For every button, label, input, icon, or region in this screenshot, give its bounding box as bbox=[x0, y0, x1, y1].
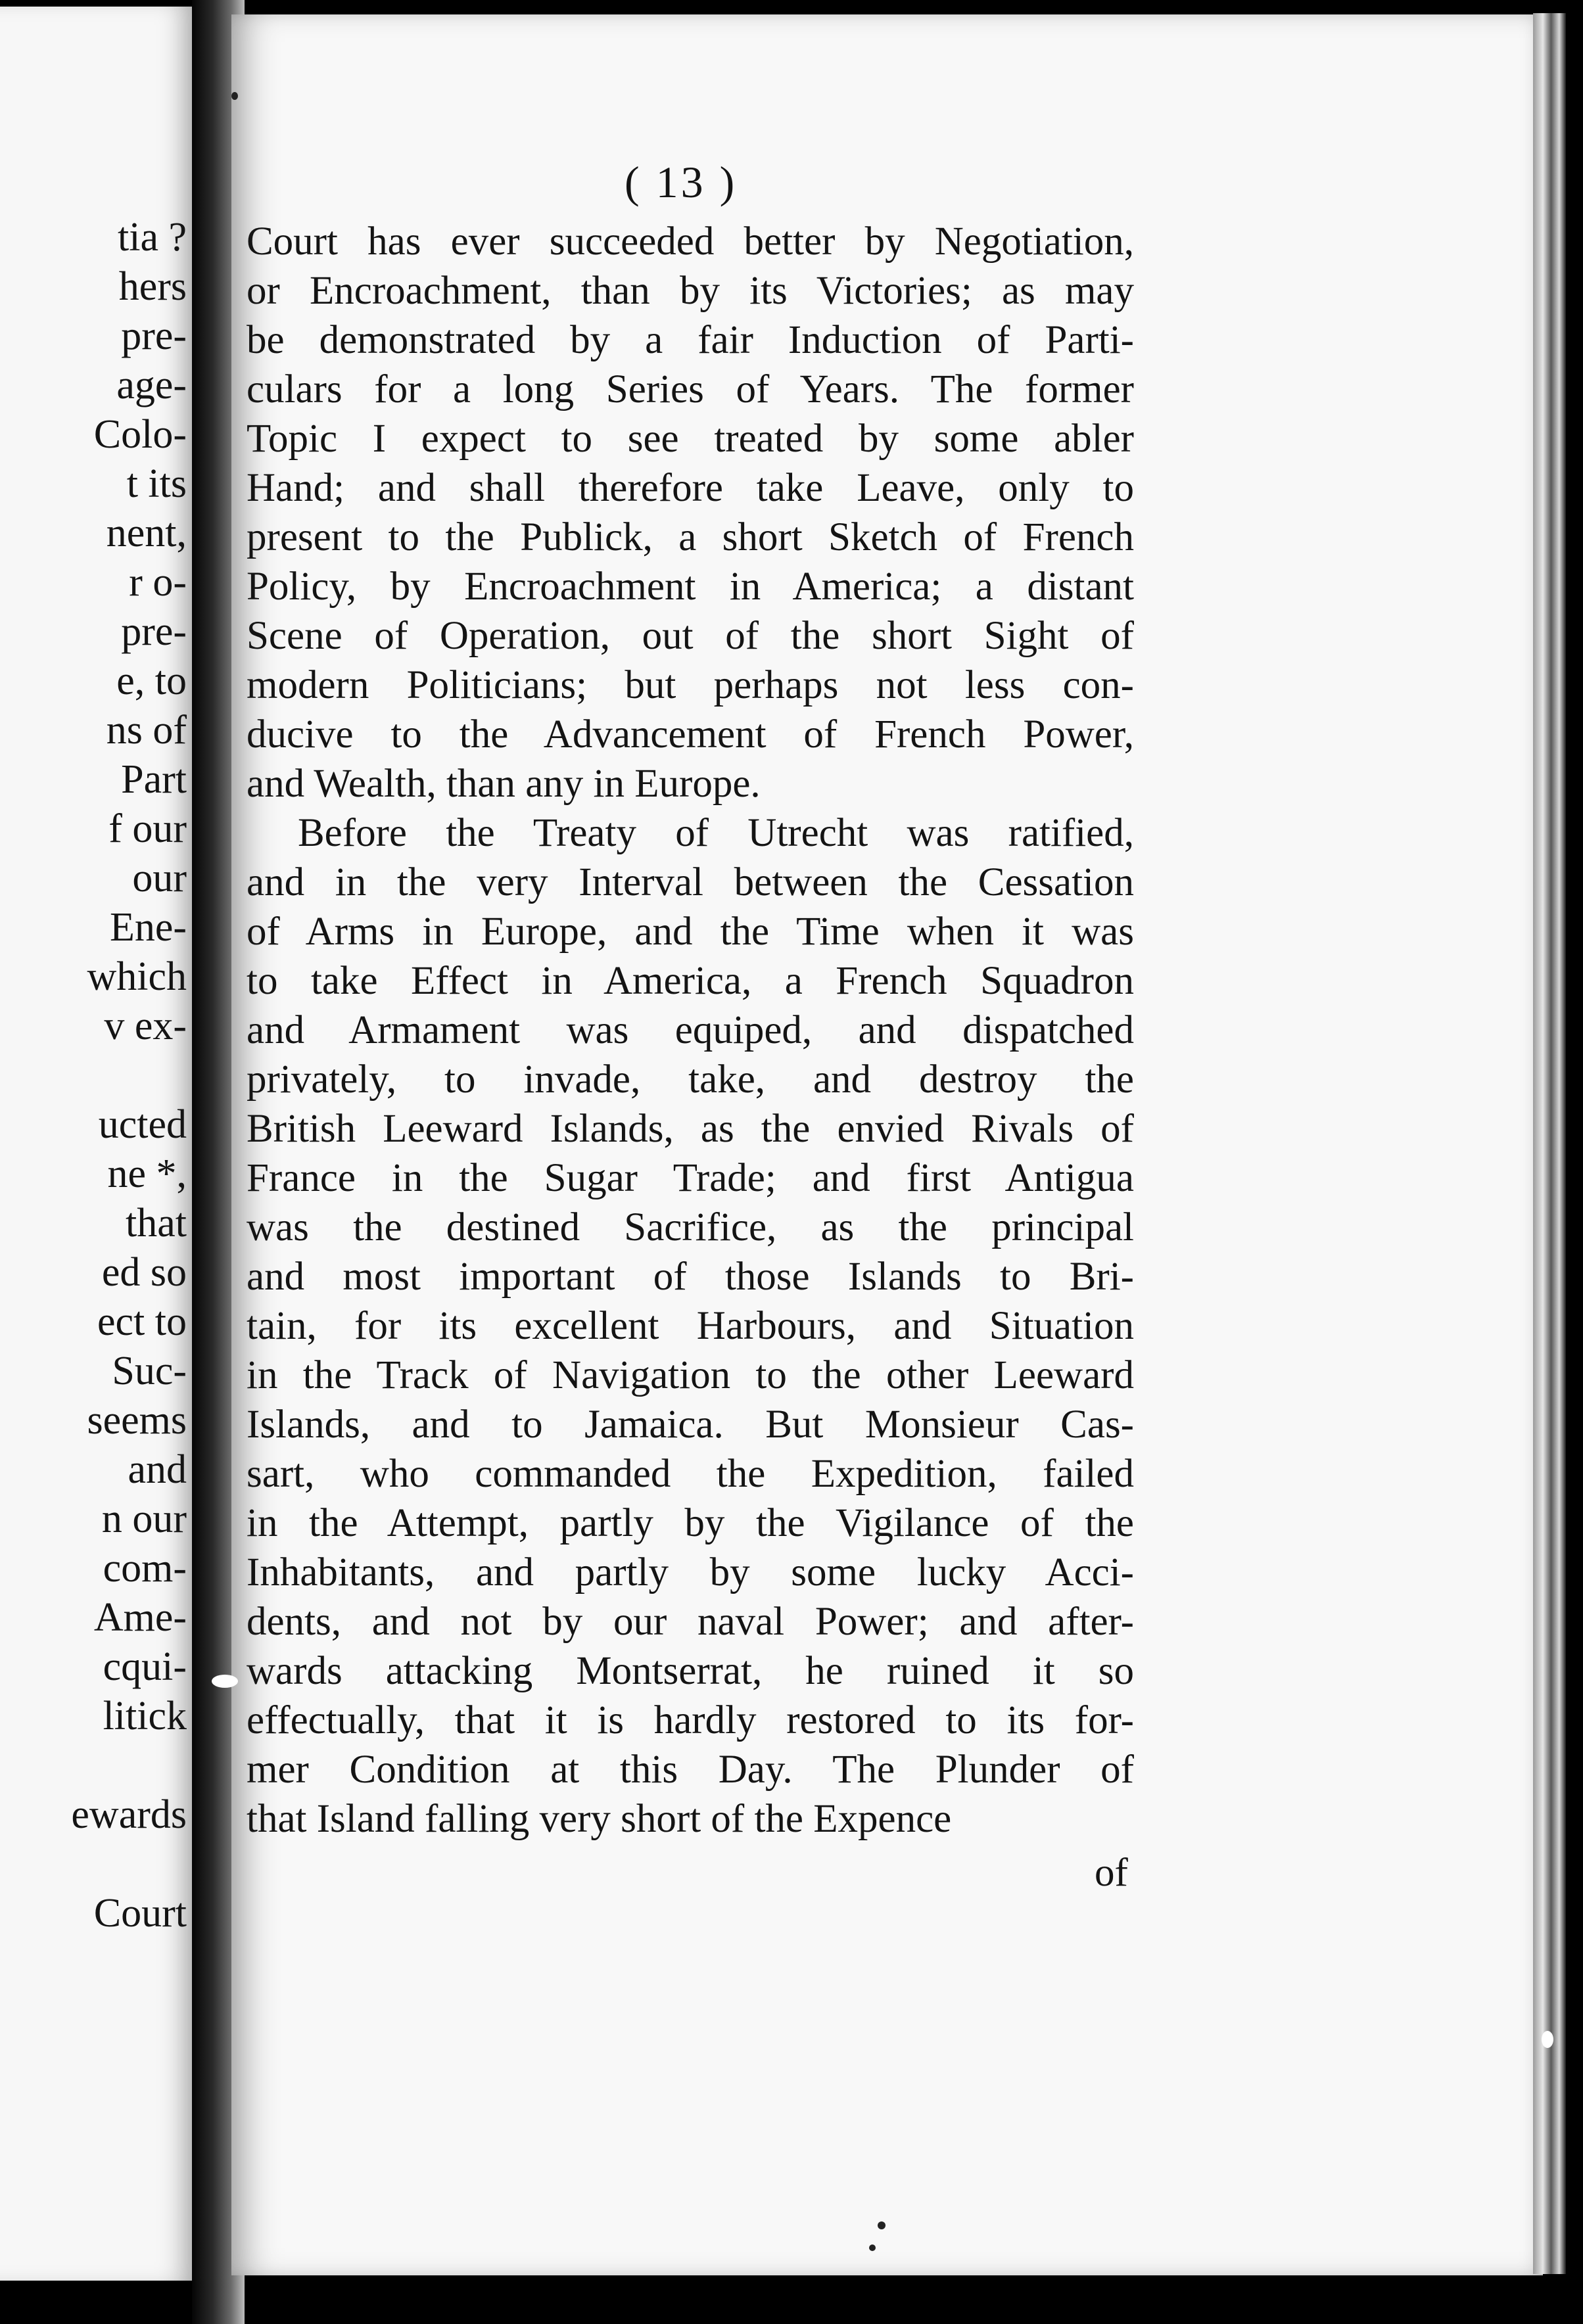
facing-page-line: litick bbox=[103, 1694, 187, 1738]
facing-page-line: ne *, bbox=[107, 1151, 187, 1196]
facing-page-line: n our bbox=[101, 1497, 187, 1541]
text-line: Topic I expect to see treated by some abler bbox=[247, 417, 1134, 461]
facing-page-line: ns of bbox=[106, 708, 187, 753]
facing-page-line: nent, bbox=[106, 511, 187, 555]
catchword: of bbox=[1095, 1851, 1128, 1895]
text-line: Court has ever succeeded better by Negotiation, bbox=[247, 220, 1134, 264]
facing-page-line: f our bbox=[108, 806, 187, 851]
text-line: Policy, by Encroachment in America; a distant bbox=[247, 565, 1134, 609]
facing-page-line: com- bbox=[103, 1546, 187, 1591]
text-line: and Wealth, than any in Europe. bbox=[247, 762, 761, 806]
text-line: tain, for its excellent Harbours, and Situation bbox=[247, 1304, 1134, 1348]
text-line: that Island falling very short of the Expence bbox=[247, 1797, 952, 1841]
text-line: Hand; and shall therefore take Leave, only to bbox=[247, 466, 1134, 510]
facing-page-line: Court bbox=[93, 1891, 187, 1936]
facing-page-line: ewards bbox=[71, 1792, 187, 1837]
text-line: or Encroachment, than by its Victories; as may bbox=[247, 269, 1134, 313]
paper-flaw bbox=[1542, 2031, 1553, 2048]
facing-page-line: v ex- bbox=[104, 1004, 187, 1048]
facing-page-line: Ene- bbox=[109, 905, 187, 950]
text-line: Islands, and to Jamaica. But Monsieur Cas- bbox=[247, 1403, 1134, 1447]
facing-page-line: t its bbox=[126, 461, 187, 506]
paper-flaw bbox=[212, 1675, 238, 1688]
text-line: sart, who commanded the Expedition, failed bbox=[247, 1452, 1134, 1496]
facing-page-line: r o- bbox=[129, 560, 187, 605]
text-line: culars for a long Series of Years. The former bbox=[247, 367, 1134, 411]
text-line: to take Effect in America, a French Squadron bbox=[247, 959, 1134, 1003]
body-text bbox=[247, 217, 1134, 1844]
text-line: modern Politicians; but perhaps not less con- bbox=[247, 663, 1134, 707]
text-line: Scene of Operation, out of the short Sight of bbox=[247, 614, 1134, 658]
facing-page-line: ucted bbox=[98, 1102, 187, 1147]
text-line: and most important of those Islands to Bri- bbox=[247, 1255, 1134, 1299]
text-line: present to the Publick, a short Sketch of French bbox=[247, 515, 1134, 559]
ink-speck bbox=[869, 2244, 876, 2251]
facing-page-line: that bbox=[126, 1201, 187, 1245]
text-line: dents, and not by our naval Power; and after- bbox=[247, 1600, 1134, 1644]
facing-page-line: Part bbox=[121, 757, 187, 802]
text-line: and Armament was equiped, and dispatched bbox=[247, 1008, 1134, 1052]
text-line: British Leeward Islands, as the envied Rivals of bbox=[247, 1107, 1134, 1151]
page-number: ( 13 ) bbox=[625, 157, 738, 207]
ink-speck bbox=[231, 92, 238, 100]
facing-page-line: ed so bbox=[101, 1250, 187, 1295]
text-line: of Arms in Europe, and the Time when it was bbox=[247, 910, 1134, 954]
text-line: France in the Sugar Trade; and first Antigua bbox=[247, 1156, 1134, 1200]
text-line: was the destined Sacrifice, as the principal bbox=[247, 1205, 1134, 1249]
facing-page-line: age- bbox=[116, 363, 187, 407]
text-line: be demonstrated by a fair Induction of Parti- bbox=[247, 318, 1134, 362]
facing-page-line: our bbox=[132, 856, 187, 900]
facing-page-line: Ame- bbox=[93, 1595, 187, 1640]
text-line: privately, to invade, take, and destroy the bbox=[247, 1057, 1134, 1102]
ink-speck bbox=[878, 2221, 886, 2229]
page-edge bbox=[1533, 13, 1566, 2274]
facing-page-line: and bbox=[128, 1447, 187, 1492]
text-line: Before the Treaty of Utrecht was ratified, bbox=[298, 811, 1134, 855]
facing-page-line: pre- bbox=[121, 609, 187, 654]
text-line: and in the very Interval between the Cessation bbox=[247, 860, 1134, 904]
facing-page-line: Colo- bbox=[93, 412, 187, 457]
facing-page-line: seems bbox=[87, 1398, 187, 1443]
facing-page-line: ect to bbox=[97, 1299, 187, 1344]
facing-page-line: e, to bbox=[116, 659, 187, 703]
text-line: in the Attempt, partly by the Vigilance of the bbox=[247, 1501, 1134, 1545]
text-line: in the Track of Navigation to the other Leeward bbox=[247, 1353, 1134, 1397]
facing-page-fragment bbox=[0, 7, 196, 2281]
facing-page-line: tia ? bbox=[118, 215, 187, 260]
text-line: ducive to the Advancement of French Power, bbox=[247, 712, 1134, 756]
facing-page-line: Suc- bbox=[112, 1349, 187, 1393]
text-line: wards attacking Montserrat, he ruined it so bbox=[247, 1649, 1134, 1693]
facing-page-line: pre- bbox=[121, 314, 187, 358]
facing-page-line: which bbox=[87, 954, 187, 999]
facing-page-line: cqui- bbox=[103, 1644, 187, 1689]
text-line: effectually, that it is hardly restored to its for- bbox=[247, 1698, 1134, 1742]
text-line: Inhabitants, and partly by some lucky Acci- bbox=[247, 1550, 1134, 1594]
facing-page-line: hers bbox=[118, 264, 187, 309]
text-line: mer Condition at this Day. The Plunder of bbox=[247, 1748, 1134, 1792]
